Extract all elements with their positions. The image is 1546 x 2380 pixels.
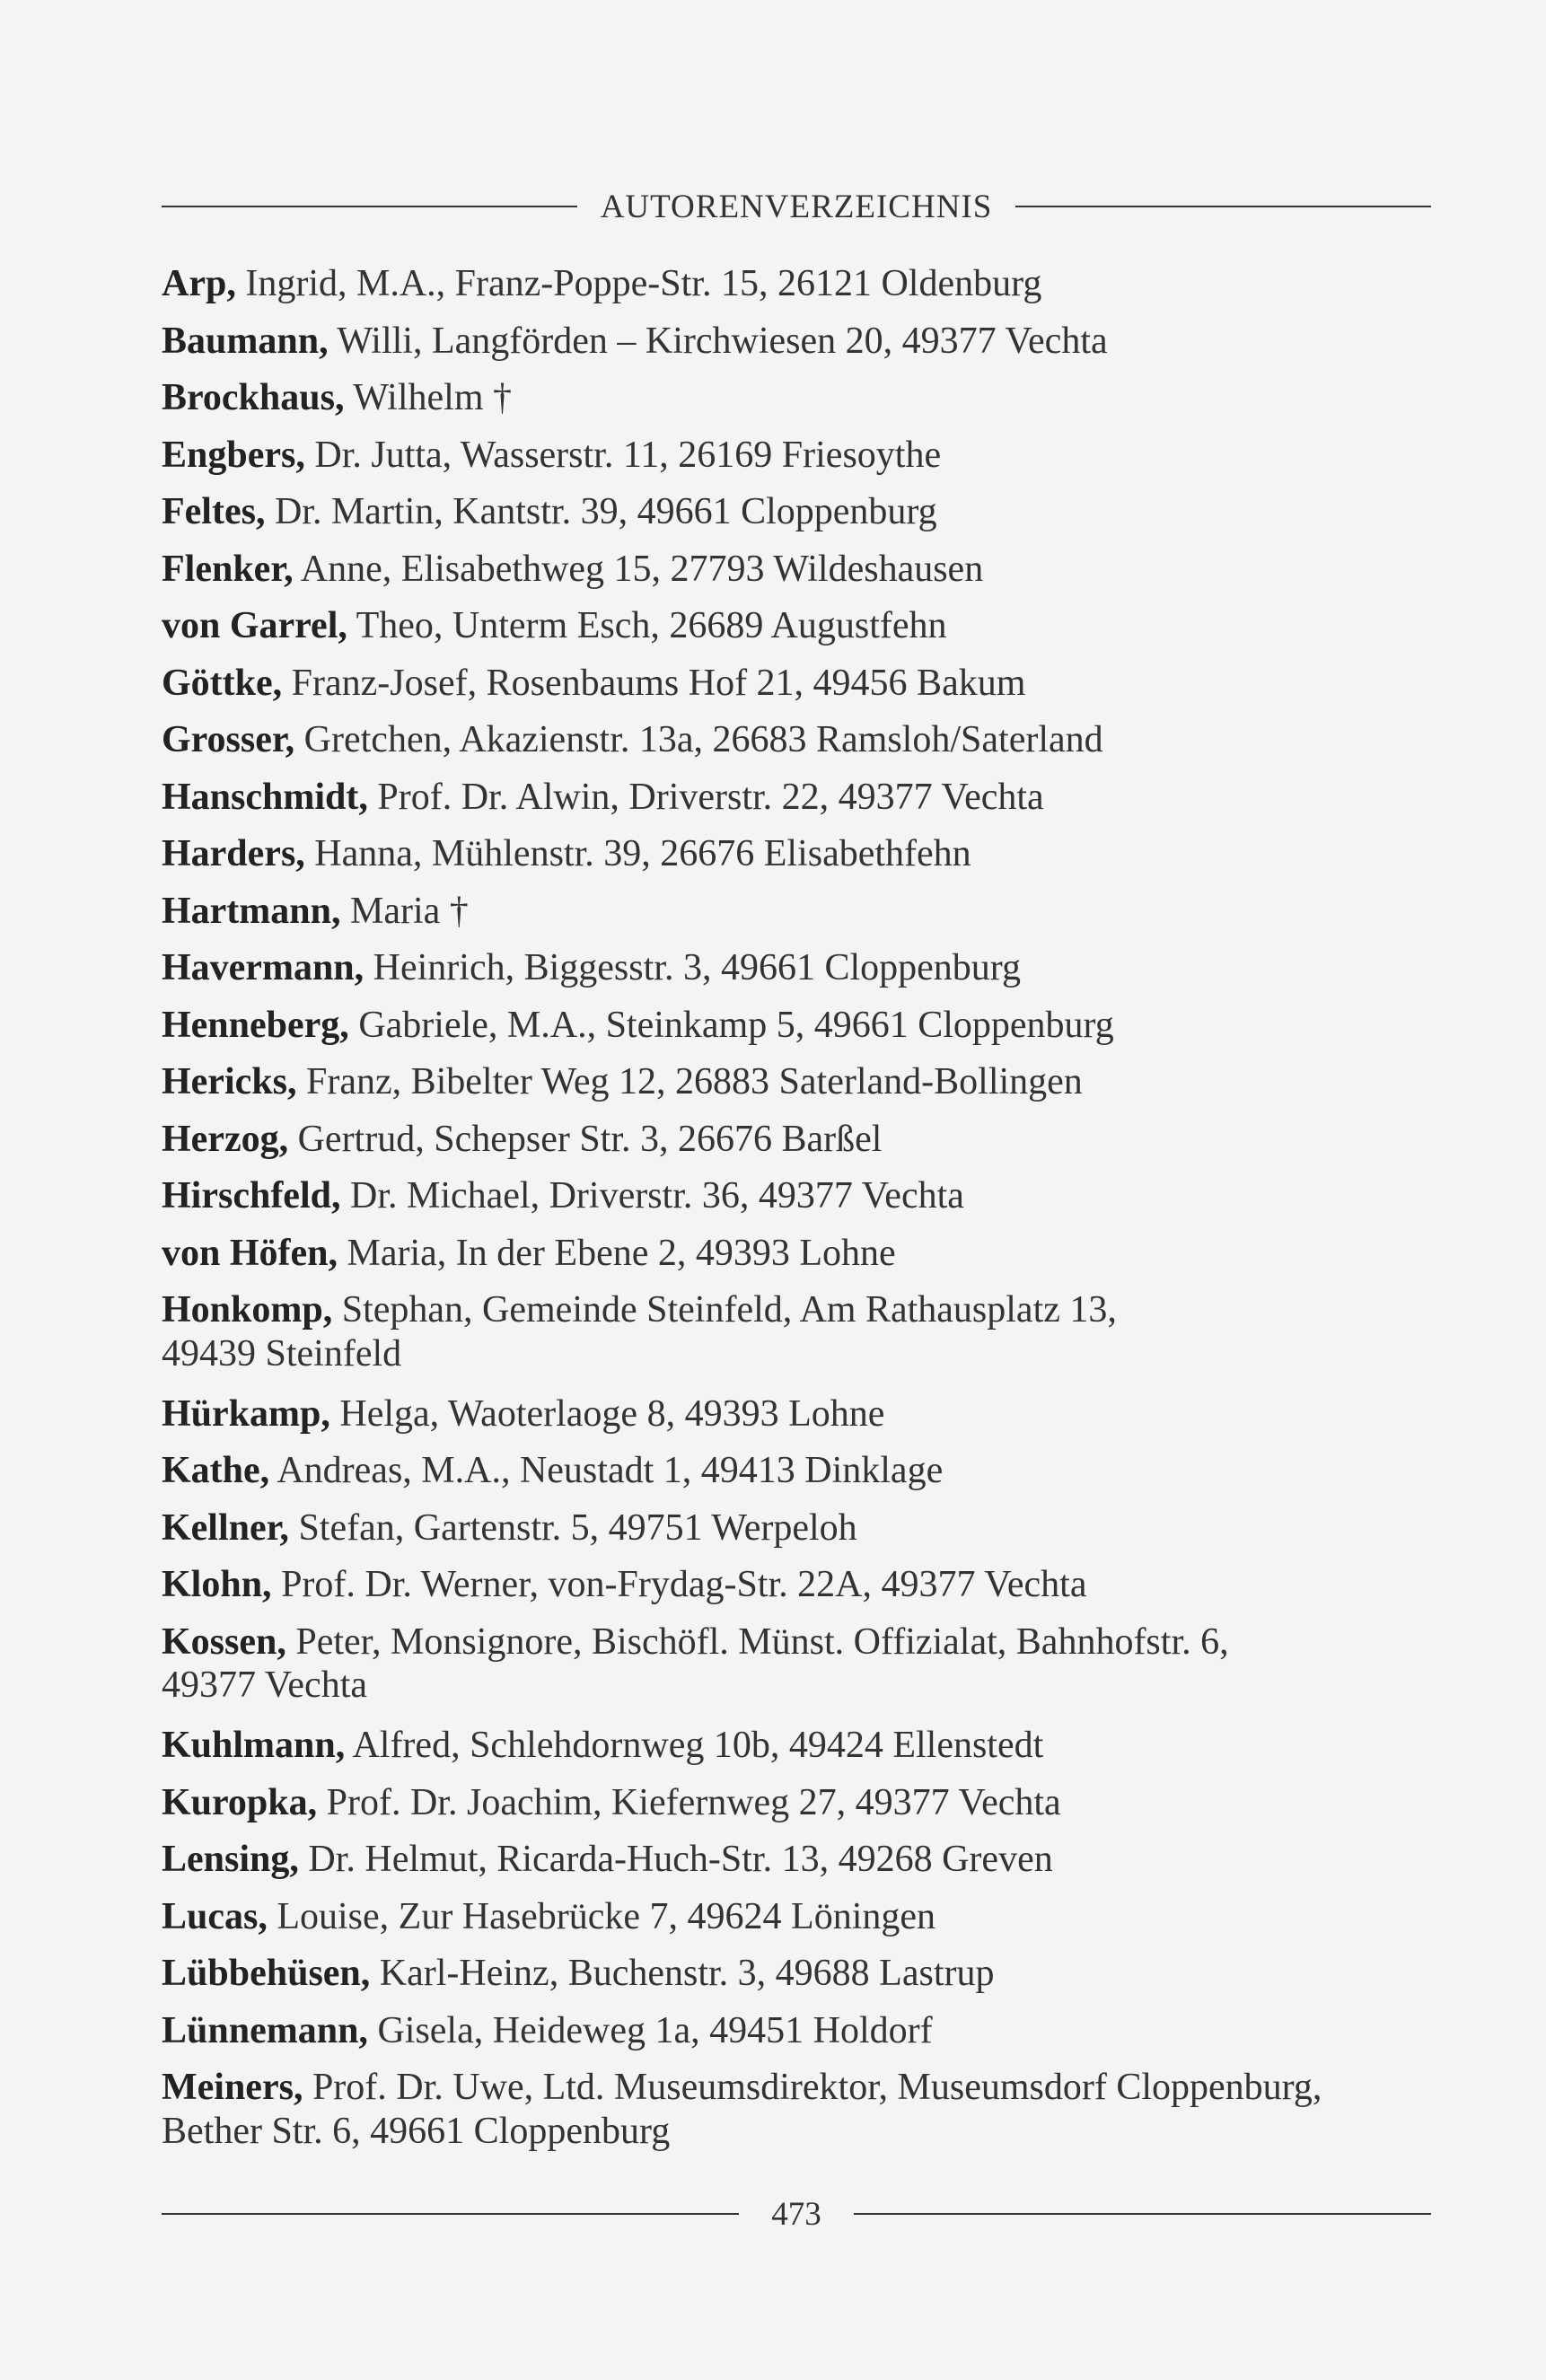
author-name: Lensing, — [162, 1839, 299, 1880]
author-details: Prof. Dr. Uwe, Ltd. Museumsdirektor, Museumsdorf Cloppenburg, — [303, 2067, 1322, 2108]
author-entry — [162, 256, 1481, 313]
author-entry — [162, 883, 1481, 941]
footer-rule-left — [162, 2213, 739, 2215]
author-entry — [162, 1168, 1481, 1225]
author-entry — [162, 1717, 1481, 1775]
author-name: Brockhaus, — [162, 377, 345, 418]
author-details-continued: 49439 Steinfeld — [162, 1332, 402, 1374]
page-header — [162, 184, 1431, 229]
author-entry — [162, 2003, 1481, 2060]
author-name: Havermann, — [162, 947, 365, 988]
author-details: Stephan, Gemeinde Steinfeld, Am Rathausplatz 13, — [332, 1289, 1117, 1331]
page-number: 473 — [771, 2195, 821, 2233]
author-entry — [162, 940, 1481, 997]
page-footer — [162, 2191, 1431, 2237]
author-details: Maria, In der Ebene 2, 49393 Lohne — [338, 1232, 896, 1274]
author-entry — [162, 1282, 1481, 1386]
author-name: Kellner, — [162, 1506, 289, 1549]
author-details: Gretchen, Akazienstr. 13a, 26683 Ramsloh/Saterland — [294, 719, 1103, 760]
author-name: Klohn, — [162, 1564, 272, 1605]
author-details: Prof. Dr. Joachim, Kiefernweg 27, 49377 Vechta — [317, 1781, 1061, 1823]
author-entry — [162, 826, 1481, 883]
author-entry — [162, 541, 1481, 599]
author-list — [162, 256, 1481, 2164]
author-name: von Garrel, — [162, 605, 347, 646]
author-entry — [162, 1500, 1481, 1558]
author-name: Arp, — [162, 263, 236, 304]
author-name: Hericks, — [162, 1061, 297, 1102]
header-rule-left — [162, 206, 577, 207]
author-entry — [162, 712, 1481, 769]
author-name: von Höfen, — [162, 1232, 338, 1274]
author-entry — [162, 997, 1481, 1055]
author-details: Heinrich, Biggesstr. 3, 49661 Cloppenburg — [364, 947, 1021, 988]
author-entry — [162, 1775, 1481, 1832]
author-details: Maria † — [340, 890, 469, 932]
author-details: Dr. Martin, Kantstr. 39, 49661 Cloppenburg — [265, 491, 937, 532]
author-details: Franz, Bibelter Weg 12, 26883 Saterland-Bollingen — [296, 1061, 1083, 1102]
header-rule-right — [1015, 206, 1431, 207]
author-name: Hanschmidt, — [162, 776, 368, 818]
author-details: Andreas, M.A., Neustadt 1, 49413 Dinklage — [269, 1450, 944, 1491]
author-details: Prof. Dr. Alwin, Driverstr. 22, 49377 Vechta — [367, 776, 1044, 818]
author-details-continued: Bether Str. 6, 49661 Cloppenburg — [162, 2110, 671, 2152]
author-name: Hirschfeld, — [162, 1175, 341, 1216]
author-details: Gisela, Heideweg 1a, 49451 Holdorf — [367, 2009, 933, 2051]
author-name: Kuhlmann, — [162, 1725, 346, 1766]
author-name: Feltes, — [162, 491, 266, 532]
author-entry — [162, 1111, 1481, 1169]
author-name: Baumann, — [162, 320, 329, 362]
author-details: Dr. Michael, Driverstr. 36, 49377 Vechta — [340, 1175, 964, 1216]
author-details: Alfred, Schlehdornweg 10b, 49424 Ellenstedt — [345, 1725, 1044, 1766]
author-entry — [162, 1945, 1481, 2003]
author-entry — [162, 1831, 1481, 1889]
author-details: Franz-Josef, Rosenbaums Hof 21, 49456 Bakum — [282, 662, 1026, 704]
author-details: Dr. Helmut, Ricarda-Huch-Str. 13, 49268 Greven — [298, 1839, 1053, 1880]
author-details: Gabriele, M.A., Steinkamp 5, 49661 Cloppenburg — [348, 1004, 1114, 1046]
author-name: Lübbehüsen, — [162, 1953, 371, 1994]
author-entry — [162, 1225, 1481, 1283]
author-name: Henneberg, — [162, 1004, 349, 1046]
author-entry — [162, 1054, 1481, 1111]
author-entry — [162, 1443, 1481, 1500]
author-details: Wilhelm † — [344, 377, 512, 418]
author-name: Göttke, — [162, 662, 283, 704]
author-entry — [162, 598, 1481, 655]
author-entry — [162, 655, 1481, 713]
author-name: Kossen, — [162, 1620, 286, 1663]
author-name: Lünnemann, — [162, 2009, 368, 2051]
author-name: Hartmann, — [162, 890, 341, 932]
author-entry — [162, 370, 1481, 427]
author-details: Anne, Elisabethweg 15, 27793 Wildeshausen — [293, 548, 984, 590]
author-details: Louise, Zur Hasebrücke 7, 49624 Löningen — [267, 1895, 936, 1937]
author-details: Ingrid, M.A., Franz-Poppe-Str. 15, 26121 Oldenburg — [235, 263, 1042, 304]
author-details: Prof. Dr. Werner, von-Frydag-Str. 22A, 49377 Vechta — [271, 1564, 1087, 1605]
section-title: AUTORENVERZEICHNIS — [600, 188, 993, 225]
author-details: Willi, Langförden – Kirchwiesen 20, 49377 Vechta — [328, 320, 1108, 362]
author-details: Peter, Monsignore, Bischöfl. Münst. Offizialat, Bahnhofstr. 6, — [285, 1620, 1229, 1663]
author-entry — [162, 2059, 1481, 2164]
footer-rule-right — [854, 2213, 1431, 2215]
author-entry — [162, 313, 1481, 371]
author-name: Herzog, — [162, 1118, 289, 1160]
author-entry — [162, 1614, 1481, 1718]
author-name: Harders, — [162, 833, 305, 874]
author-name: Meiners, — [162, 2067, 303, 2108]
author-details: Theo, Unterm Esch, 26689 Augustfehn — [347, 605, 947, 646]
author-details: Karl-Heinz, Buchenstr. 3, 49688 Lastrup — [370, 1953, 995, 1994]
author-entry — [162, 769, 1481, 827]
author-name: Engbers, — [162, 434, 305, 476]
author-details: Helga, Waoterlaoge 8, 49393 Lohne — [329, 1392, 885, 1435]
author-name: Hürkamp, — [162, 1392, 330, 1435]
author-name: Lucas, — [162, 1895, 268, 1937]
author-details: Hanna, Mühlenstr. 39, 26676 Elisabethfehn — [304, 833, 971, 874]
author-entry — [162, 1557, 1481, 1614]
author-details: Stefan, Gartenstr. 5, 49751 Werpeloh — [288, 1506, 857, 1549]
author-name: Honkomp, — [162, 1289, 333, 1331]
author-entry — [162, 484, 1481, 541]
author-name: Flenker, — [162, 548, 294, 590]
author-name: Kuropka, — [162, 1781, 318, 1823]
author-name: Grosser, — [162, 719, 295, 760]
author-entry — [162, 427, 1481, 485]
author-details: Gertrud, Schepser Str. 3, 26676 Barßel — [288, 1118, 883, 1160]
author-name: Kathe, — [162, 1450, 270, 1491]
author-details: Dr. Jutta, Wasserstr. 11, 26169 Friesoythe — [304, 434, 942, 476]
author-details-continued: 49377 Vechta — [162, 1664, 368, 1706]
author-entry — [162, 1889, 1481, 1946]
author-entry — [162, 1386, 1481, 1444]
